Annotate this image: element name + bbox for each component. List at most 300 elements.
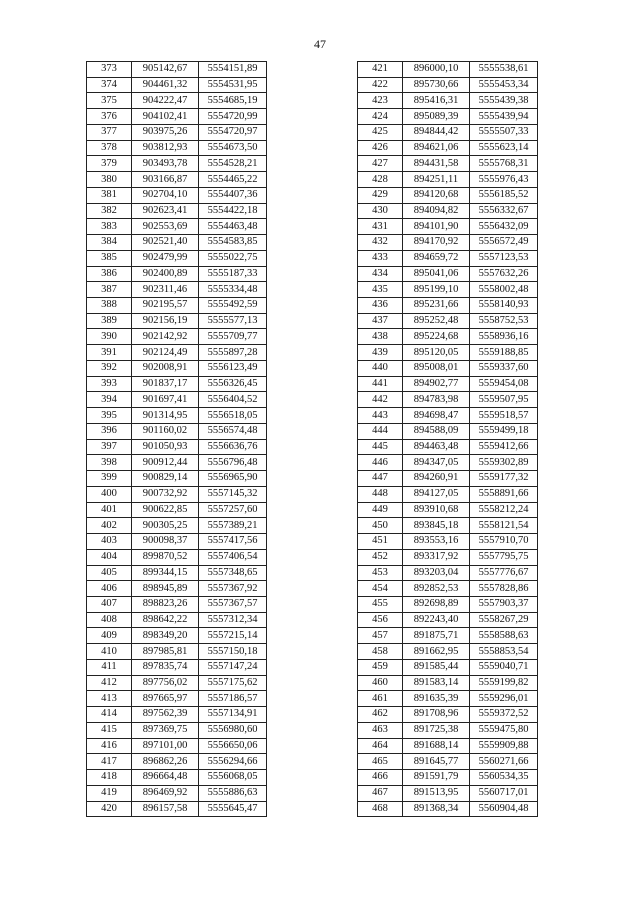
table-row	[358, 203, 538, 219]
table-row	[87, 392, 267, 408]
y-coordinate-cell: 5559199,82	[470, 675, 538, 691]
point-number-cell: 390	[87, 329, 132, 345]
table-row	[358, 455, 538, 471]
table-row	[87, 298, 267, 314]
point-number-cell: 398	[87, 455, 132, 471]
table-row	[87, 187, 267, 203]
table-row	[358, 486, 538, 502]
y-coordinate-cell: 5557123,53	[470, 250, 538, 266]
x-coordinate-cell: 893203,04	[403, 565, 470, 581]
point-number-cell: 421	[358, 62, 403, 78]
table-row	[87, 124, 267, 140]
y-coordinate-cell: 5557257,60	[199, 502, 267, 518]
y-coordinate-cell: 5554720,99	[199, 109, 267, 125]
point-number-cell: 405	[87, 565, 132, 581]
x-coordinate-cell: 896469,92	[132, 785, 199, 801]
table-row	[87, 659, 267, 675]
y-coordinate-cell: 5556965,90	[199, 471, 267, 487]
table-row	[87, 109, 267, 125]
table-row	[358, 140, 538, 156]
y-coordinate-cell: 5558002,48	[470, 282, 538, 298]
y-coordinate-cell: 5555334,48	[199, 282, 267, 298]
y-coordinate-cell: 5555897,28	[199, 345, 267, 361]
x-coordinate-cell: 904461,32	[132, 77, 199, 93]
y-coordinate-cell: 5558140,93	[470, 298, 538, 314]
point-number-cell: 397	[87, 439, 132, 455]
x-coordinate-cell: 903166,87	[132, 172, 199, 188]
table-row	[87, 203, 267, 219]
y-coordinate-cell: 5559372,52	[470, 707, 538, 723]
y-coordinate-cell: 5557417,56	[199, 534, 267, 550]
table-row	[358, 187, 538, 203]
table-row	[87, 156, 267, 172]
y-coordinate-cell: 5556572,49	[470, 235, 538, 251]
table-row	[87, 502, 267, 518]
point-number-cell: 418	[87, 770, 132, 786]
y-coordinate-cell: 5557215,14	[199, 628, 267, 644]
x-coordinate-cell: 894844,42	[403, 124, 470, 140]
point-number-cell: 464	[358, 738, 403, 754]
point-number-cell: 450	[358, 518, 403, 534]
y-coordinate-cell: 5556123,49	[199, 360, 267, 376]
x-coordinate-cell: 894251,11	[403, 172, 470, 188]
y-coordinate-cell: 5555768,31	[470, 156, 538, 172]
x-coordinate-cell: 894260,91	[403, 471, 470, 487]
y-coordinate-cell: 5557776,67	[470, 565, 538, 581]
x-coordinate-cell: 900912,44	[132, 455, 199, 471]
y-coordinate-cell: 5555645,47	[199, 801, 267, 817]
x-coordinate-cell: 891591,79	[403, 770, 470, 786]
table-row	[87, 282, 267, 298]
point-number-cell: 389	[87, 313, 132, 329]
point-number-cell: 467	[358, 785, 403, 801]
y-coordinate-cell: 5559177,32	[470, 471, 538, 487]
x-coordinate-cell: 902195,57	[132, 298, 199, 314]
point-number-cell: 456	[358, 612, 403, 628]
table-row	[87, 62, 267, 78]
x-coordinate-cell: 896664,48	[132, 770, 199, 786]
x-coordinate-cell: 900305,25	[132, 518, 199, 534]
point-number-cell: 441	[358, 376, 403, 392]
table-row	[358, 565, 538, 581]
y-coordinate-cell: 5557134,91	[199, 707, 267, 723]
x-coordinate-cell: 894101,90	[403, 219, 470, 235]
y-coordinate-cell: 5559337,60	[470, 360, 538, 376]
table-row	[87, 707, 267, 723]
x-coordinate-cell: 901837,17	[132, 376, 199, 392]
point-number-cell: 445	[358, 439, 403, 455]
x-coordinate-cell: 898823,26	[132, 596, 199, 612]
point-number-cell: 385	[87, 250, 132, 266]
table-row	[358, 754, 538, 770]
point-number-cell: 447	[358, 471, 403, 487]
table-row	[358, 659, 538, 675]
table-row	[358, 392, 538, 408]
point-number-cell: 378	[87, 140, 132, 156]
y-coordinate-cell: 5557367,92	[199, 581, 267, 597]
y-coordinate-cell: 5557910,70	[470, 534, 538, 550]
y-coordinate-cell: 5559040,71	[470, 659, 538, 675]
table-row	[358, 345, 538, 361]
y-coordinate-cell: 5557145,32	[199, 486, 267, 502]
point-number-cell: 457	[358, 628, 403, 644]
table-row	[87, 345, 267, 361]
table-row	[358, 612, 538, 628]
y-coordinate-cell: 5559412,66	[470, 439, 538, 455]
x-coordinate-cell: 902553,69	[132, 219, 199, 235]
x-coordinate-cell: 894347,05	[403, 455, 470, 471]
point-number-cell: 384	[87, 235, 132, 251]
point-number-cell: 455	[358, 596, 403, 612]
x-coordinate-cell: 891583,14	[403, 675, 470, 691]
table-row	[358, 109, 538, 125]
x-coordinate-cell: 895120,05	[403, 345, 470, 361]
y-coordinate-cell: 5554673,50	[199, 140, 267, 156]
x-coordinate-cell: 894783,98	[403, 392, 470, 408]
y-coordinate-cell: 5555886,63	[199, 785, 267, 801]
point-number-cell: 463	[358, 722, 403, 738]
y-coordinate-cell: 5558891,66	[470, 486, 538, 502]
x-coordinate-cell: 893317,92	[403, 549, 470, 565]
x-coordinate-cell: 891585,44	[403, 659, 470, 675]
y-coordinate-cell: 5554531,95	[199, 77, 267, 93]
x-coordinate-cell: 891875,71	[403, 628, 470, 644]
table-row	[87, 722, 267, 738]
point-number-cell: 429	[358, 187, 403, 203]
y-coordinate-cell: 5558212,24	[470, 502, 538, 518]
point-number-cell: 382	[87, 203, 132, 219]
y-coordinate-cell: 5557348,65	[199, 565, 267, 581]
x-coordinate-cell: 891688,14	[403, 738, 470, 754]
x-coordinate-cell: 893910,68	[403, 502, 470, 518]
y-coordinate-cell: 5560534,35	[470, 770, 538, 786]
x-coordinate-cell: 894463,48	[403, 439, 470, 455]
x-coordinate-cell: 894431,58	[403, 156, 470, 172]
y-coordinate-cell: 5554465,22	[199, 172, 267, 188]
table-row	[358, 423, 538, 439]
point-number-cell: 407	[87, 596, 132, 612]
x-coordinate-cell: 900732,92	[132, 486, 199, 502]
point-number-cell: 399	[87, 471, 132, 487]
y-coordinate-cell: 5557903,37	[470, 596, 538, 612]
y-coordinate-cell: 5559499,18	[470, 423, 538, 439]
point-number-cell: 424	[358, 109, 403, 125]
x-coordinate-cell: 895041,06	[403, 266, 470, 282]
point-number-cell: 395	[87, 408, 132, 424]
table-row	[358, 707, 538, 723]
point-number-cell: 428	[358, 172, 403, 188]
point-number-cell: 393	[87, 376, 132, 392]
table-row	[87, 675, 267, 691]
point-number-cell: 392	[87, 360, 132, 376]
point-number-cell: 453	[358, 565, 403, 581]
table-row	[87, 219, 267, 235]
point-number-cell: 427	[358, 156, 403, 172]
point-number-cell: 446	[358, 455, 403, 471]
x-coordinate-cell: 894170,92	[403, 235, 470, 251]
y-coordinate-cell: 5555187,33	[199, 266, 267, 282]
table-row	[87, 596, 267, 612]
x-coordinate-cell: 895231,66	[403, 298, 470, 314]
table-row	[358, 534, 538, 550]
y-coordinate-cell: 5557175,62	[199, 675, 267, 691]
point-number-cell: 449	[358, 502, 403, 518]
table-row	[358, 518, 538, 534]
table-row	[358, 691, 538, 707]
y-coordinate-cell: 5559518,57	[470, 408, 538, 424]
table-row	[87, 455, 267, 471]
y-coordinate-cell: 5556326,45	[199, 376, 267, 392]
table-row	[358, 785, 538, 801]
y-coordinate-cell: 5558936,16	[470, 329, 538, 345]
table-row	[87, 754, 267, 770]
y-coordinate-cell: 5559302,89	[470, 455, 538, 471]
table-row	[358, 502, 538, 518]
table-row	[87, 628, 267, 644]
y-coordinate-cell: 5554528,21	[199, 156, 267, 172]
point-number-cell: 416	[87, 738, 132, 754]
point-number-cell: 380	[87, 172, 132, 188]
point-number-cell: 425	[358, 124, 403, 140]
x-coordinate-cell: 894659,72	[403, 250, 470, 266]
y-coordinate-cell: 5557186,57	[199, 691, 267, 707]
x-coordinate-cell: 895224,68	[403, 329, 470, 345]
point-number-cell: 383	[87, 219, 132, 235]
point-number-cell: 376	[87, 109, 132, 125]
table-row	[87, 313, 267, 329]
x-coordinate-cell: 894698,47	[403, 408, 470, 424]
x-coordinate-cell: 902479,99	[132, 250, 199, 266]
table-row	[358, 235, 538, 251]
table-row	[87, 691, 267, 707]
table-row	[358, 298, 538, 314]
y-coordinate-cell: 5559475,80	[470, 722, 538, 738]
y-coordinate-cell: 5555439,94	[470, 109, 538, 125]
y-coordinate-cell: 5555022,75	[199, 250, 267, 266]
table-row	[87, 801, 267, 817]
x-coordinate-cell: 902400,89	[132, 266, 199, 282]
x-coordinate-cell: 894120,68	[403, 187, 470, 203]
point-number-cell: 412	[87, 675, 132, 691]
x-coordinate-cell: 895199,10	[403, 282, 470, 298]
x-coordinate-cell: 891708,96	[403, 707, 470, 723]
point-number-cell: 404	[87, 549, 132, 565]
x-coordinate-cell: 895089,39	[403, 109, 470, 125]
point-number-cell: 374	[87, 77, 132, 93]
x-coordinate-cell: 901314,95	[132, 408, 199, 424]
table-row	[358, 313, 538, 329]
y-coordinate-cell: 5556068,05	[199, 770, 267, 786]
table-row	[358, 156, 538, 172]
x-coordinate-cell: 902704,10	[132, 187, 199, 203]
table-row	[87, 250, 267, 266]
table-row	[87, 439, 267, 455]
table-row	[358, 376, 538, 392]
point-number-cell: 419	[87, 785, 132, 801]
table-row	[358, 250, 538, 266]
point-number-cell: 403	[87, 534, 132, 550]
point-number-cell: 375	[87, 93, 132, 109]
point-number-cell: 420	[87, 801, 132, 817]
y-coordinate-cell: 5559296,01	[470, 691, 538, 707]
table-row	[358, 722, 538, 738]
point-number-cell: 444	[358, 423, 403, 439]
table-row	[87, 172, 267, 188]
table-row	[87, 423, 267, 439]
y-coordinate-cell: 5558752,53	[470, 313, 538, 329]
y-coordinate-cell: 5556432,09	[470, 219, 538, 235]
table-row	[87, 486, 267, 502]
y-coordinate-cell: 5556650,06	[199, 738, 267, 754]
table-row	[87, 738, 267, 754]
x-coordinate-cell: 898642,22	[132, 612, 199, 628]
point-number-cell: 423	[358, 93, 403, 109]
y-coordinate-cell: 5555623,14	[470, 140, 538, 156]
y-coordinate-cell: 5558121,54	[470, 518, 538, 534]
y-coordinate-cell: 5557795,75	[470, 549, 538, 565]
x-coordinate-cell: 891635,39	[403, 691, 470, 707]
point-number-cell: 415	[87, 722, 132, 738]
table-row	[358, 219, 538, 235]
point-number-cell: 443	[358, 408, 403, 424]
x-coordinate-cell: 900098,37	[132, 534, 199, 550]
point-number-cell: 454	[358, 581, 403, 597]
y-coordinate-cell: 5558267,29	[470, 612, 538, 628]
table-row	[358, 644, 538, 660]
x-coordinate-cell: 896862,26	[132, 754, 199, 770]
point-number-cell: 452	[358, 549, 403, 565]
y-coordinate-cell: 5556574,48	[199, 423, 267, 439]
y-coordinate-cell: 5555577,13	[199, 313, 267, 329]
y-coordinate-cell: 5555492,59	[199, 298, 267, 314]
x-coordinate-cell: 892852,53	[403, 581, 470, 597]
y-coordinate-cell: 5557367,57	[199, 596, 267, 612]
x-coordinate-cell: 893553,16	[403, 534, 470, 550]
point-number-cell: 460	[358, 675, 403, 691]
y-coordinate-cell: 5558853,54	[470, 644, 538, 660]
y-coordinate-cell: 5554463,48	[199, 219, 267, 235]
point-number-cell: 432	[358, 235, 403, 251]
point-number-cell: 379	[87, 156, 132, 172]
table-row	[87, 612, 267, 628]
x-coordinate-cell: 895730,66	[403, 77, 470, 93]
x-coordinate-cell: 897369,75	[132, 722, 199, 738]
table-row	[358, 329, 538, 345]
point-number-cell: 417	[87, 754, 132, 770]
y-coordinate-cell: 5555453,34	[470, 77, 538, 93]
x-coordinate-cell: 895008,01	[403, 360, 470, 376]
table-row	[358, 408, 538, 424]
point-number-cell: 387	[87, 282, 132, 298]
point-number-cell: 402	[87, 518, 132, 534]
x-coordinate-cell: 895252,48	[403, 313, 470, 329]
point-number-cell: 373	[87, 62, 132, 78]
table-row	[87, 518, 267, 534]
table-row	[358, 360, 538, 376]
y-coordinate-cell: 5554151,89	[199, 62, 267, 78]
point-number-cell: 465	[358, 754, 403, 770]
y-coordinate-cell: 5560271,66	[470, 754, 538, 770]
point-number-cell: 468	[358, 801, 403, 817]
point-number-cell: 394	[87, 392, 132, 408]
x-coordinate-cell: 904102,41	[132, 109, 199, 125]
y-coordinate-cell: 5556404,52	[199, 392, 267, 408]
table-row	[358, 675, 538, 691]
coordinates-table-right	[357, 61, 538, 817]
x-coordinate-cell: 903493,78	[132, 156, 199, 172]
point-number-cell: 396	[87, 423, 132, 439]
table-row	[358, 738, 538, 754]
point-number-cell: 439	[358, 345, 403, 361]
y-coordinate-cell: 5557828,86	[470, 581, 538, 597]
x-coordinate-cell: 897756,02	[132, 675, 199, 691]
table-row	[87, 77, 267, 93]
point-number-cell: 431	[358, 219, 403, 235]
table-row	[87, 376, 267, 392]
table-row	[87, 565, 267, 581]
x-coordinate-cell: 893845,18	[403, 518, 470, 534]
coordinates-table-left	[86, 61, 267, 817]
table-row	[358, 62, 538, 78]
point-number-cell: 438	[358, 329, 403, 345]
y-coordinate-cell: 5557312,34	[199, 612, 267, 628]
y-coordinate-cell: 5555976,43	[470, 172, 538, 188]
y-coordinate-cell: 5554685,19	[199, 93, 267, 109]
x-coordinate-cell: 894094,82	[403, 203, 470, 219]
table-row	[358, 172, 538, 188]
page-number: 47	[314, 37, 326, 51]
point-number-cell: 466	[358, 770, 403, 786]
y-coordinate-cell: 5556185,52	[470, 187, 538, 203]
y-coordinate-cell: 5556980,60	[199, 722, 267, 738]
x-coordinate-cell: 905142,67	[132, 62, 199, 78]
y-coordinate-cell: 5559909,88	[470, 738, 538, 754]
x-coordinate-cell: 892243,40	[403, 612, 470, 628]
y-coordinate-cell: 5556332,67	[470, 203, 538, 219]
y-coordinate-cell: 5554422,18	[199, 203, 267, 219]
point-number-cell: 433	[358, 250, 403, 266]
table-row	[87, 140, 267, 156]
table-row	[87, 785, 267, 801]
y-coordinate-cell: 5559188,85	[470, 345, 538, 361]
x-coordinate-cell: 902142,92	[132, 329, 199, 345]
y-coordinate-cell: 5556636,76	[199, 439, 267, 455]
table-row	[358, 628, 538, 644]
x-coordinate-cell: 891513,95	[403, 785, 470, 801]
point-number-cell: 410	[87, 644, 132, 660]
x-coordinate-cell: 900622,85	[132, 502, 199, 518]
table-row	[87, 770, 267, 786]
table-row	[87, 360, 267, 376]
y-coordinate-cell: 5556518,05	[199, 408, 267, 424]
table-row	[87, 534, 267, 550]
x-coordinate-cell: 891645,77	[403, 754, 470, 770]
point-number-cell: 414	[87, 707, 132, 723]
table-row	[358, 93, 538, 109]
point-number-cell: 408	[87, 612, 132, 628]
y-coordinate-cell: 5558588,63	[470, 628, 538, 644]
y-coordinate-cell: 5554720,97	[199, 124, 267, 140]
table-row	[87, 549, 267, 565]
point-number-cell: 440	[358, 360, 403, 376]
x-coordinate-cell: 902156,19	[132, 313, 199, 329]
x-coordinate-cell: 899344,15	[132, 565, 199, 581]
table-row	[87, 235, 267, 251]
x-coordinate-cell: 897101,00	[132, 738, 199, 754]
x-coordinate-cell: 897985,81	[132, 644, 199, 660]
x-coordinate-cell: 894127,05	[403, 486, 470, 502]
x-coordinate-cell: 903812,93	[132, 140, 199, 156]
